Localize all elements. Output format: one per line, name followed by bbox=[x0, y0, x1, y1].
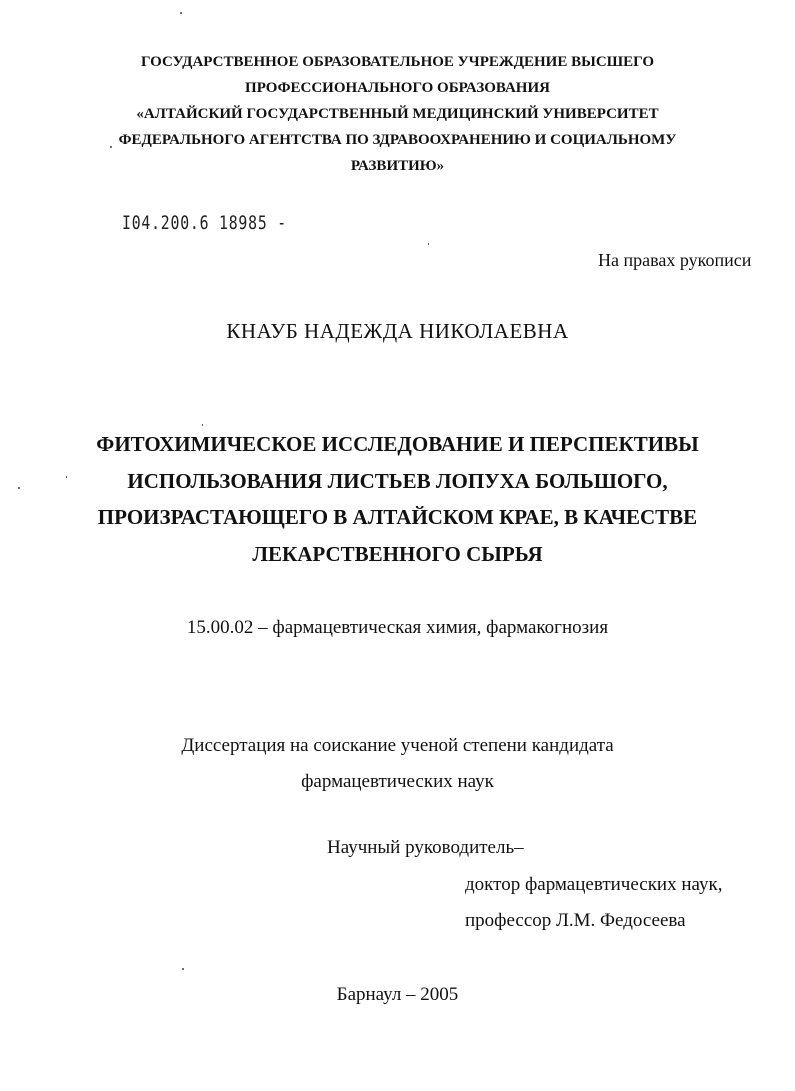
institution-line: «АЛТАЙСКИЙ ГОСУДАРСТВЕННЫЙ МЕДИЦИНСКИЙ УНИВЕРСИТЕТ bbox=[136, 106, 659, 122]
supervisor-heading: Научный руководитель– bbox=[327, 837, 524, 858]
institution-line: ФЕДЕРАЛЬНОГО АГЕНТСТВА ПО ЗДРАВООХРАНЕНИЮ И СОЦИАЛЬНОМУ bbox=[118, 132, 677, 148]
specialty-code: 15.00.02 – фармацевтическая химия, фармакогнозия bbox=[186, 617, 609, 638]
degree-line: Диссертация на соискание ученой степени кандидата bbox=[181, 735, 614, 756]
rights-note: На правах рукописи bbox=[598, 250, 752, 270]
registration-stamp: I04.200.6 18985 - bbox=[122, 212, 287, 234]
scan-speck bbox=[182, 968, 184, 970]
degree-line: фармацевтических наук bbox=[301, 771, 494, 792]
author-name: КНАУБ НАДЕЖДА НИКОЛАЕВНА bbox=[226, 319, 569, 343]
dissertation-title bbox=[0, 426, 795, 572]
institution-line: РАЗВИТИЮ» bbox=[350, 158, 445, 174]
scan-speck bbox=[180, 12, 182, 14]
institution-header bbox=[0, 49, 795, 179]
title-line: ФИТОХИМИЧЕСКОЕ ИССЛЕДОВАНИЕ И ПЕРСПЕКТИВЫ bbox=[96, 432, 699, 456]
supervisor-name: профессор Л.М. Федосеева bbox=[465, 910, 686, 931]
title-line: ИСПОЛЬЗОВАНИЯ ЛИСТЬЕВ ЛОПУХА БОЛЬШОГО, bbox=[127, 468, 668, 493]
institution-line: ПРОФЕССИОНАЛЬНОГО ОБРАЗОВАНИЯ bbox=[245, 80, 550, 96]
supervisor-degree: доктор фармацевтических наук, bbox=[465, 874, 723, 895]
title-line: ПРОИЗРАСТАЮЩЕГО В АЛТАЙСКОМ КРАЕ, В КАЧЕСТВЕ bbox=[97, 505, 698, 529]
title-line: ЛЕКАРСТВЕННОГО СЫРЬЯ bbox=[252, 541, 543, 566]
institution-line: ГОСУДАРСТВЕННОЕ ОБРАЗОВАТЕЛЬНОЕ УЧРЕЖДЕНИЕ ВЫСШЕГО bbox=[140, 54, 654, 70]
dissertation-degree bbox=[0, 728, 795, 800]
scan-speck bbox=[428, 243, 429, 245]
place-year: Барнаул – 2005 bbox=[336, 984, 459, 1005]
